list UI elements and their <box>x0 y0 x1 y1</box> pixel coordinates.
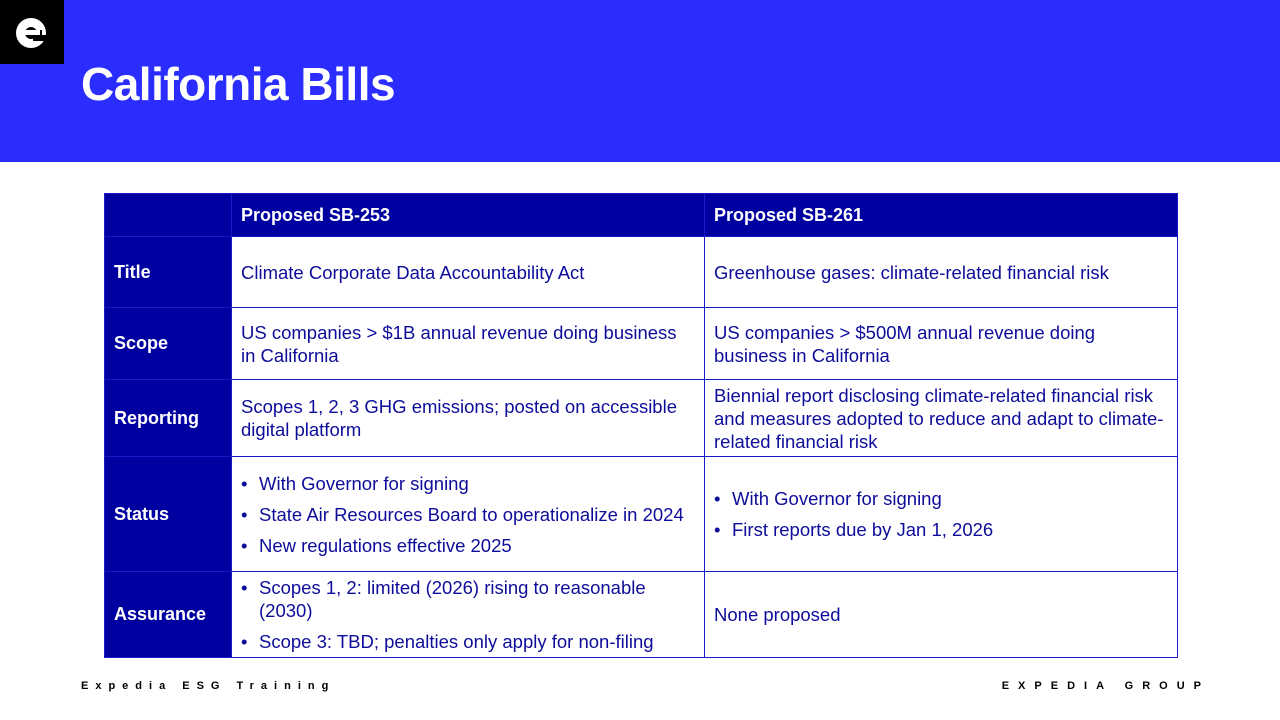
cell-sb261: Biennial report disclosing climate-related financial risk and measures adopted to reduce and adapt to climate-related financial risk <box>705 380 1178 457</box>
row-label: Scope <box>105 308 232 380</box>
list-item: • New regulations effective 2025 <box>241 534 695 557</box>
table-row <box>105 457 1178 572</box>
list-item: • Scope 3: TBD; penalties only apply for non-filing <box>241 630 695 653</box>
cell-sb253: Climate Corporate Data Accountability Act <box>232 237 705 308</box>
row-label: Status <box>105 457 232 572</box>
cell-sb261: US companies > $500M annual revenue doing business in California <box>705 308 1178 380</box>
cell-sb261 <box>705 457 1178 572</box>
row-label: Reporting <box>105 380 232 457</box>
list-item: • First reports due by Jan 1, 2026 <box>714 518 1168 541</box>
bullet-list <box>241 576 695 653</box>
page-title: California Bills <box>81 58 396 110</box>
table-row <box>105 380 1178 457</box>
table-header-row <box>105 194 1178 237</box>
expedia-logo-icon <box>0 0 64 64</box>
cell-sb253 <box>232 572 705 658</box>
footer-training-label: Expedia ESG Training <box>81 680 336 692</box>
list-item: • With Governor for signing <box>714 487 1168 510</box>
row-label: Title <box>105 237 232 308</box>
footer-brand-label: EXPEDIA GROUP <box>1001 680 1210 692</box>
bills-comparison-table <box>104 193 1178 658</box>
cell-sb253: Scopes 1, 2, 3 GHG emissions; posted on accessible digital platform <box>232 380 705 457</box>
cell-sb261: None proposed <box>705 572 1178 658</box>
header-cell-empty <box>105 194 232 237</box>
table-row <box>105 308 1178 380</box>
table-row <box>105 572 1178 658</box>
list-item: • Scopes 1, 2: limited (2026) rising to reasonable (2030) <box>241 576 695 622</box>
table-row <box>105 237 1178 308</box>
cell-sb253: US companies > $1B annual revenue doing business in California <box>232 308 705 380</box>
bullet-list <box>714 487 1168 541</box>
cell-sb261: Greenhouse gases: climate-related financial risk <box>705 237 1178 308</box>
list-item: • State Air Resources Board to operationalize in 2024 <box>241 503 695 526</box>
list-item: • With Governor for signing <box>241 472 695 495</box>
header-cell-sb253: Proposed SB-253 <box>232 194 705 237</box>
row-label: Assurance <box>105 572 232 658</box>
header-cell-sb261: Proposed SB-261 <box>705 194 1178 237</box>
cell-sb253 <box>232 457 705 572</box>
bullet-list <box>241 472 695 557</box>
